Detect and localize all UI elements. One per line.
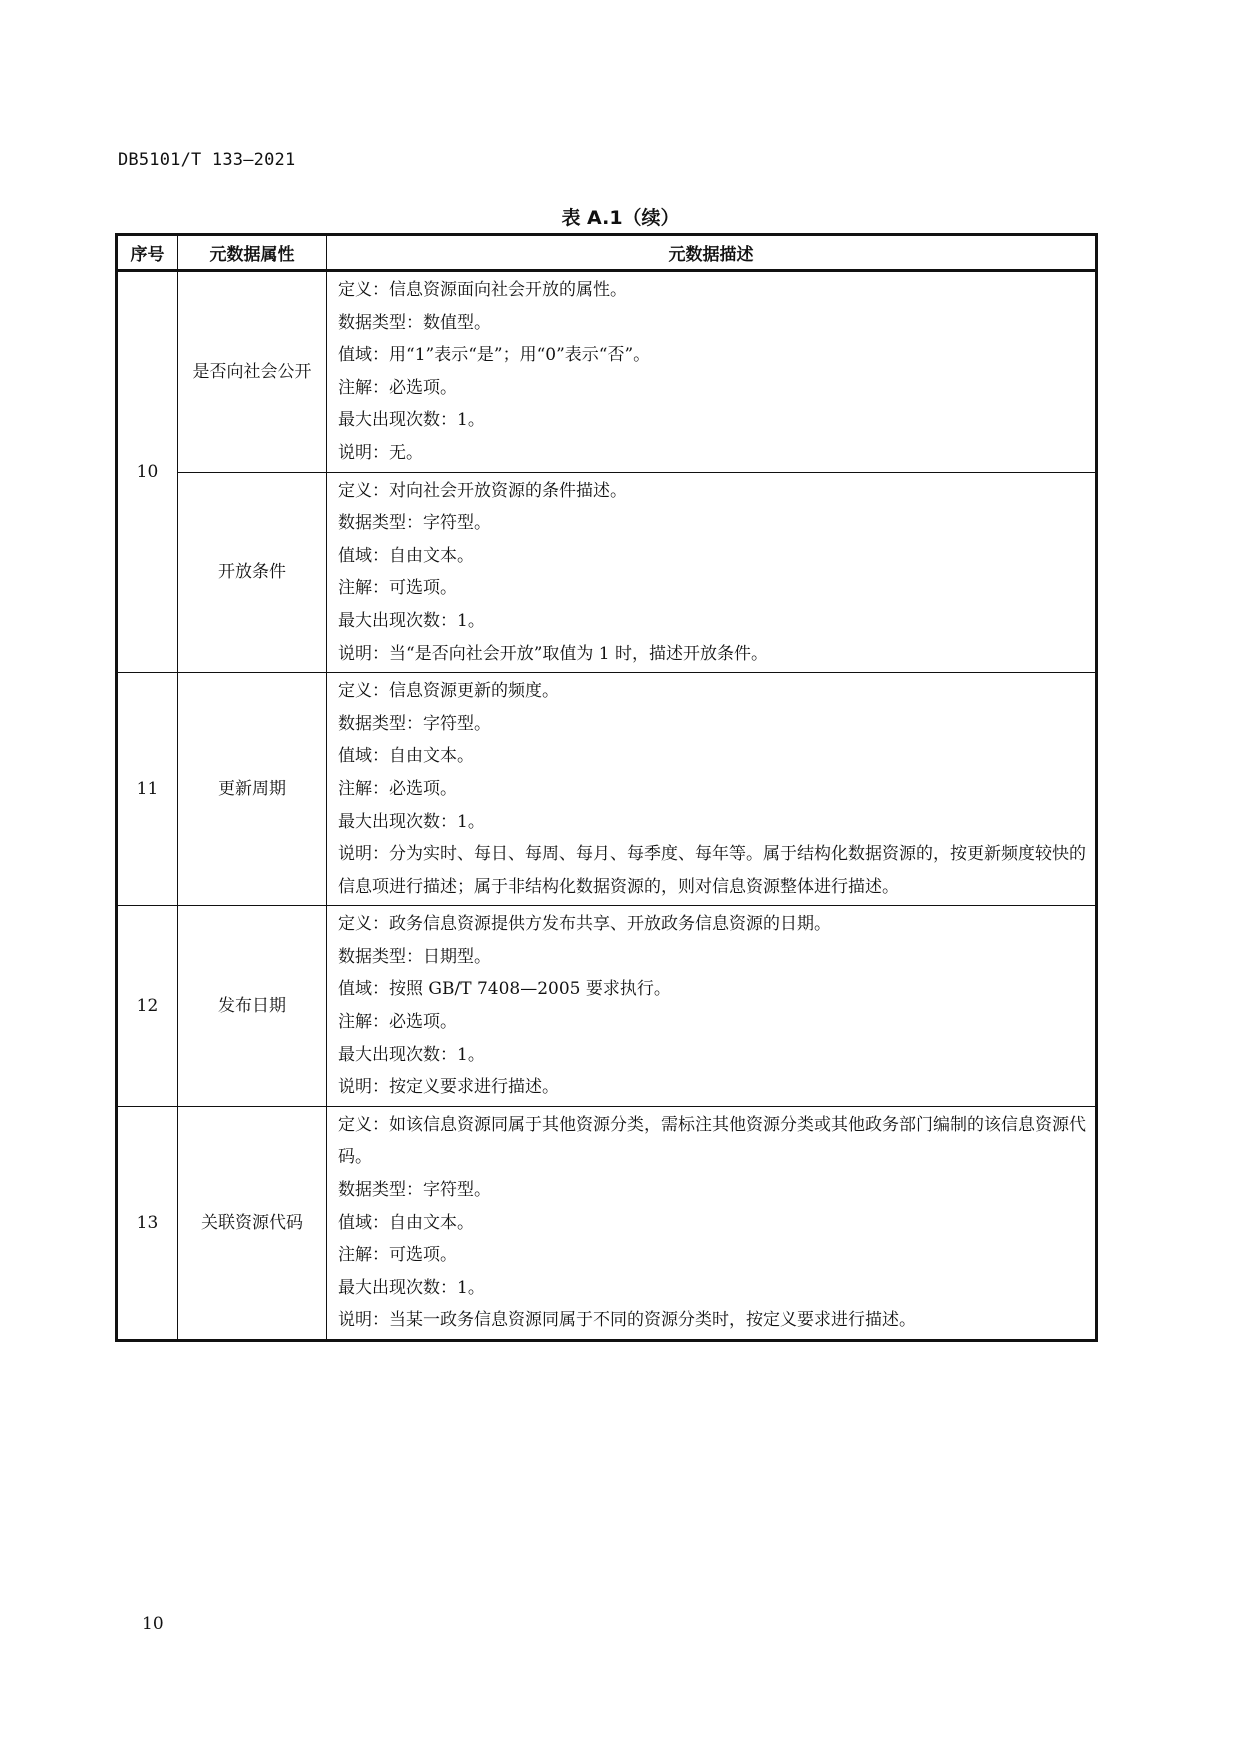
description-line: 最大出现次数：1。	[338, 1277, 485, 1298]
metadata-table	[115, 233, 1098, 1342]
table-row	[117, 1106, 1097, 1340]
table-header-row	[117, 235, 1097, 271]
description-line: 定义：对向社会开放资源的条件描述。	[338, 480, 627, 501]
table-row	[117, 673, 1097, 906]
description-line: 注解：可选项。	[338, 578, 457, 599]
table-row	[117, 271, 1097, 473]
document-code: DB5101/T 133—2021	[118, 150, 296, 170]
description-line: 值域：按照 GB/T 7408—2005 要求执行。	[338, 979, 671, 1000]
row-number: 12	[117, 906, 178, 1107]
attribute-description	[327, 271, 1097, 473]
row-number: 10	[117, 271, 178, 673]
page-number: 10	[142, 1614, 164, 1634]
attribute-name: 发布日期	[178, 906, 327, 1107]
attribute-description	[327, 472, 1097, 673]
description-line: 最大出现次数：1。	[338, 811, 485, 832]
attribute-name: 关联资源代码	[178, 1106, 327, 1340]
description-line: 值域：自由文本。	[338, 545, 474, 566]
description-line: 定义：政务信息资源提供方发布共享、开放政务信息资源的日期。	[338, 914, 831, 935]
description-line: 注解：可选项。	[338, 1245, 457, 1266]
description-line: 值域：用“1”表示“是”；用“0”表示“否”。	[338, 345, 651, 366]
description-line: 说明：无。	[338, 442, 423, 463]
attribute-name: 开放条件	[178, 472, 327, 673]
description-line: 说明：当某一政务信息资源同属于不同的资源分类时，按定义要求进行描述。	[338, 1310, 916, 1331]
attribute-name: 更新周期	[178, 673, 327, 906]
description-line: 最大出现次数：1。	[338, 410, 485, 431]
description-line: 注解：必选项。	[338, 377, 457, 398]
column-header-description: 元数据描述	[327, 235, 1097, 271]
description-line: 注解：必选项。	[338, 778, 457, 799]
description-line: 最大出现次数：1。	[338, 610, 485, 631]
description-line: 注解：必选项。	[338, 1012, 457, 1033]
description-line: 数据类型：字符型。	[338, 713, 491, 734]
description-line: 数据类型：字符型。	[338, 513, 491, 534]
description-line: 定义：如该信息资源同属于其他资源分类，需标注其他资源分类或其他政务部门编制的该信息资源代码。	[338, 1114, 1086, 1168]
column-header-attribute: 元数据属性	[178, 235, 327, 271]
description-line: 定义：信息资源面向社会开放的属性。	[338, 280, 627, 300]
description-line: 最大出现次数：1。	[338, 1044, 485, 1065]
attribute-description	[327, 673, 1097, 906]
attribute-name: 是否向社会公开	[178, 271, 327, 473]
row-number: 11	[117, 673, 178, 906]
description-line: 数据类型：数值型。	[338, 312, 491, 333]
description-line: 说明：按定义要求进行描述。	[338, 1077, 559, 1098]
table-caption: 表 A.1（续）	[561, 207, 680, 229]
description-line: 值域：自由文本。	[338, 746, 474, 767]
description-line: 定义：信息资源更新的频度。	[338, 681, 559, 702]
attribute-description	[327, 1106, 1097, 1340]
row-number: 13	[117, 1106, 178, 1340]
attribute-description	[327, 906, 1097, 1107]
table-row	[117, 472, 1097, 673]
description-line: 数据类型：日期型。	[338, 946, 491, 967]
description-line: 说明：当“是否向社会开放”取值为 1 时，描述开放条件。	[338, 643, 769, 664]
table-row	[117, 906, 1097, 1107]
description-line: 值域：自由文本。	[338, 1212, 474, 1233]
description-line: 数据类型：字符型。	[338, 1180, 491, 1201]
description-line: 说明：分为实时、每日、每周、每月、每季度、每年等。属于结构化数据资源的，按更新频度较快的信息项进行描述；属于非结构化数据资源的，则对信息资源整体进行描述。	[338, 844, 1086, 897]
column-header-number: 序号	[117, 235, 178, 271]
